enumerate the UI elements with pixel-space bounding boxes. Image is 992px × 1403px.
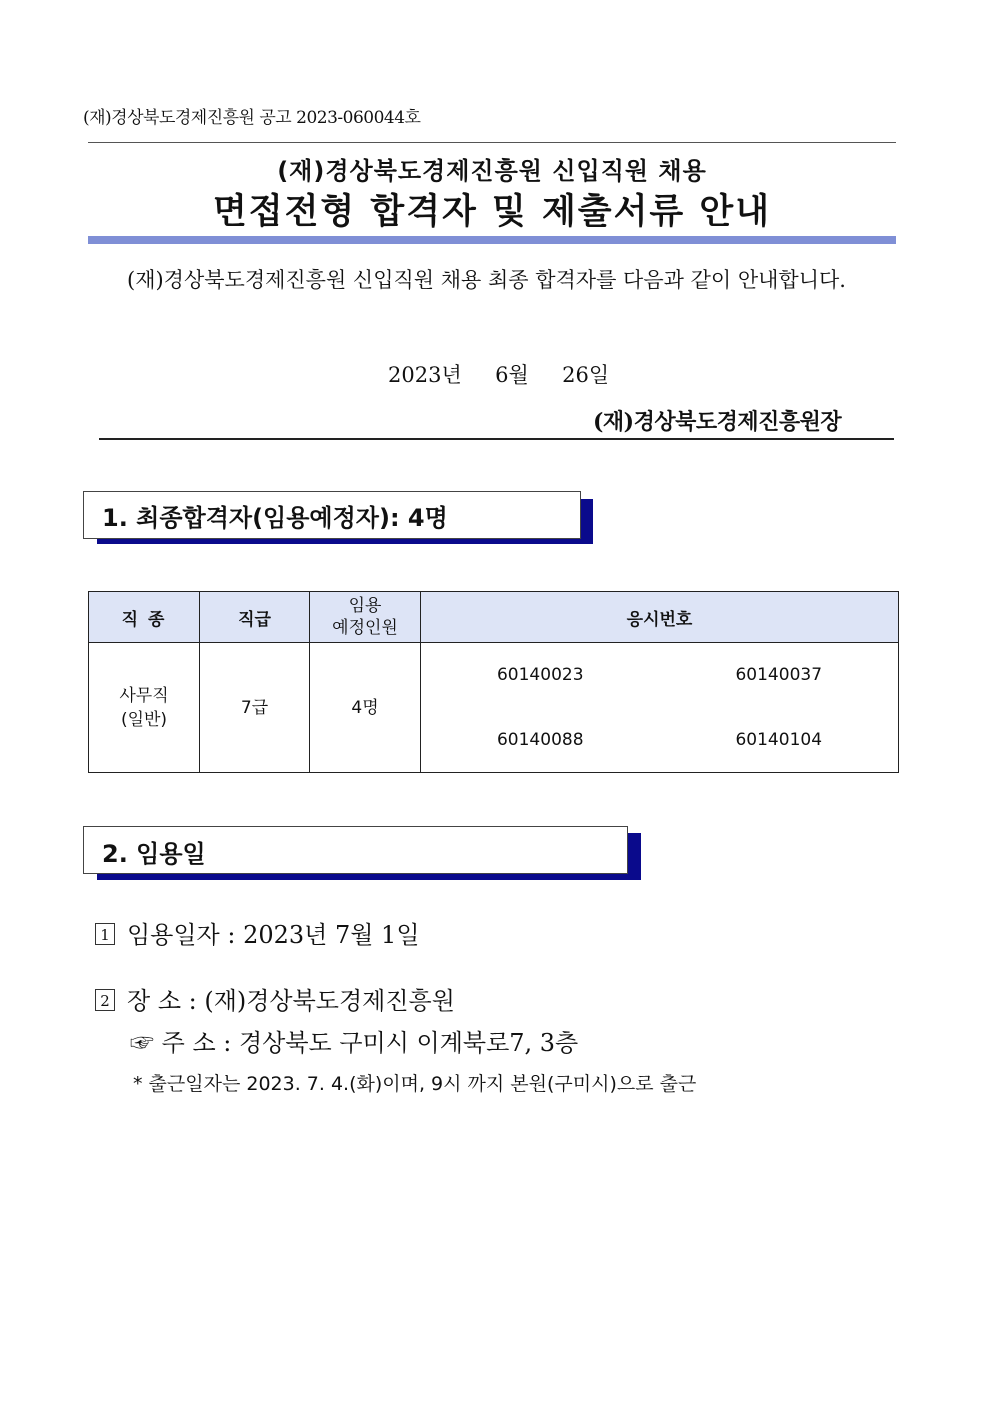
start-date-note: * 출근일자는 2023. 7. 4.(화)이며, 9시 까지 본원(구미시)으로 출근 <box>133 1073 697 1095</box>
date-day: 26일 <box>562 363 610 387</box>
table-header-row <box>89 592 899 643</box>
applicant-number-list <box>421 663 898 752</box>
cell-grade: 7급 <box>200 643 310 773</box>
location-text: 장 소 : (재)경상북도경제진흥원 <box>127 987 455 1015</box>
header-rule <box>88 142 896 143</box>
item-number-box: 2 <box>95 989 115 1011</box>
signer-rule <box>99 438 894 440</box>
announcement-date <box>388 359 609 389</box>
signer-name: (재)경상북도경제진흥원장 <box>593 409 842 435</box>
intro-paragraph <box>117 260 892 300</box>
header-grade: 직급 <box>200 592 310 643</box>
applicant-number: 60140023 <box>496 665 584 685</box>
applicant-number: 60140088 <box>496 730 584 750</box>
appointment-date-text: 임용일자 : 2023년 7월 1일 <box>127 921 420 949</box>
header-planned-count: 임용 예정인원 <box>310 592 421 643</box>
document-title: 면접전형 합격자 및 제출서류 안내 <box>212 192 772 232</box>
appointment-date-item <box>95 915 420 950</box>
notice-number: (재)경상북도경제진흥원 공고 2023-060044호 <box>83 108 421 128</box>
address-line: ☞ 주 소 : 경상북도 구미시 이계북로7, 3층 <box>130 1029 579 1057</box>
item-number-box: 1 <box>95 923 115 945</box>
final-result-table <box>88 591 899 773</box>
location-item <box>95 981 455 1016</box>
cell-count: 4명 <box>310 643 421 773</box>
date-month: 6월 <box>495 363 529 387</box>
header-job-type: 직 종 <box>89 592 200 643</box>
date-year: 2023년 <box>388 363 462 387</box>
header-applicant-numbers: 응시번호 <box>421 592 899 643</box>
section2-heading: 2. 임용일 <box>102 840 206 868</box>
document-subtitle: (재)경상북도경제진흥원 신입직원 채용 <box>277 157 707 185</box>
cell-applicant-numbers <box>421 643 899 773</box>
table-row <box>89 643 899 773</box>
cell-job-type: 사무직 (일반) <box>89 643 200 773</box>
intro-text: (재)경상북도경제진흥원 신입직원 채용 최종 합격자를 다음과 같이 안내합니다. <box>127 268 846 292</box>
applicant-number: 60140104 <box>735 730 823 750</box>
applicant-number: 60140037 <box>735 665 823 685</box>
title-underline <box>88 236 896 244</box>
section1-heading: 1. 최종합격자(임용예정자): 4명 <box>102 504 448 532</box>
